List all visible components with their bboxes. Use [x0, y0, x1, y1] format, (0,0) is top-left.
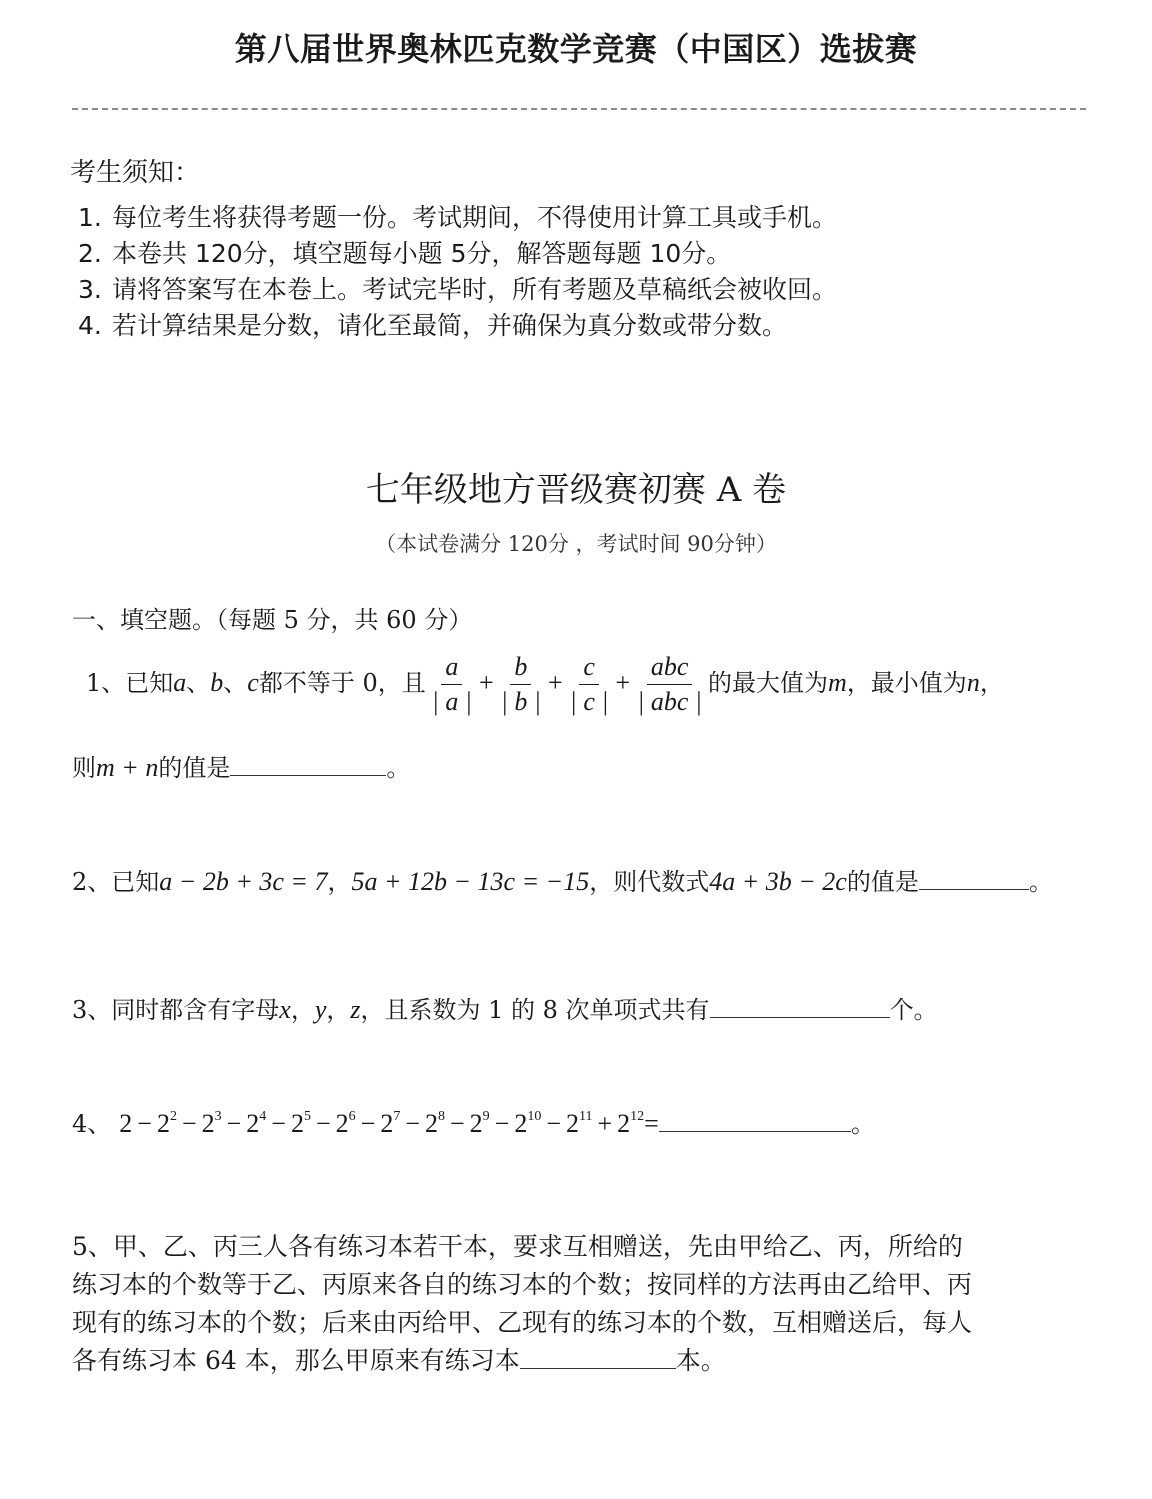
power-base: 2 — [156, 1109, 170, 1138]
period: 。 — [386, 754, 411, 782]
fraction-b — [497, 650, 545, 719]
exponent: 12 — [630, 1109, 645, 1124]
denominator: | abc | — [637, 687, 703, 716]
q1-line2-suffix: 的值是 — [158, 754, 231, 782]
denominator: | a | — [431, 687, 473, 716]
exponent: 9 — [482, 1109, 490, 1124]
q1-prefix: 1、已知 — [86, 669, 174, 697]
exponent: 3 — [214, 1109, 222, 1124]
var-y: y — [314, 995, 327, 1024]
q5-last-prefix: 各有练习本 64 本，那么甲原来有练习本 — [72, 1346, 520, 1375]
q1-line2-prefix: 则 — [72, 754, 96, 782]
q1-end: ， — [979, 669, 1004, 697]
power-base: 2 — [335, 1109, 349, 1138]
exponent: 8 — [437, 1109, 445, 1124]
notice-heading: 考生须知： — [70, 158, 201, 188]
power-base: 2 — [424, 1109, 438, 1138]
q5-line: 5、甲、乙、丙三人各有练习本若干本，要求互相赠送，先由甲给乙、丙，所给的 — [72, 1232, 963, 1261]
operator: − — [137, 1109, 152, 1138]
numerator: b — [510, 650, 531, 685]
var-n: n — [966, 668, 980, 697]
question-1-line-2 — [72, 748, 410, 783]
plus: + — [615, 668, 631, 697]
answer-blank-2[interactable] — [919, 867, 1029, 890]
notice-number: 3. — [78, 275, 102, 304]
dashed-divider — [72, 108, 1086, 110]
var-z: z — [350, 995, 361, 1024]
q5-last-suffix: 本。 — [675, 1346, 726, 1375]
power-base: 2 — [514, 1109, 528, 1138]
power-base: 2 — [469, 1109, 483, 1138]
answer-blank-5[interactable] — [520, 1346, 676, 1369]
power-base: 2 — [290, 1109, 304, 1138]
notice-number: 2. — [78, 239, 102, 268]
operator: + — [597, 1109, 613, 1138]
q1-mid: 的最大值为 — [708, 669, 829, 697]
lead-term: 2 — [119, 1109, 133, 1138]
fraction-a — [428, 650, 476, 719]
q2-prefix: 2、已知 — [72, 868, 160, 896]
notice-number: 1. — [78, 203, 102, 232]
q1-mid2: ，最小值为 — [846, 669, 967, 697]
var-a: a — [173, 668, 187, 697]
q5-last-line — [72, 1342, 1092, 1380]
q5-line: 练习本的个数等于乙、丙原来各自的练习本的个数；按同样的方法再由乙给甲、丙 — [72, 1270, 973, 1299]
plus: + — [548, 668, 563, 697]
period: 。 — [850, 1110, 875, 1138]
plus: + — [479, 668, 494, 697]
question-5 — [72, 1228, 1092, 1380]
equation-2: 5a + 12b − 13c = −15 — [351, 867, 590, 896]
sep: ， — [290, 996, 315, 1024]
numerator: a — [441, 650, 462, 685]
notice-item-1 — [78, 198, 837, 234]
operator: − — [271, 1109, 286, 1138]
notice-text: 本卷共 120分，填空题每小题 5分，解答题每题 10分。 — [112, 239, 732, 268]
denominator: | c | — [569, 687, 609, 716]
paper-note: （本试卷满分 120分 ，考试时间 90分钟） — [375, 532, 777, 556]
operator: − — [449, 1109, 465, 1138]
question-1 — [86, 650, 1004, 719]
operator: − — [360, 1109, 376, 1138]
sep: 、 — [223, 669, 248, 697]
operator: − — [405, 1109, 420, 1138]
operator: − — [494, 1109, 510, 1138]
answer-blank-1[interactable] — [230, 753, 386, 776]
operator: − — [181, 1109, 197, 1138]
var-b: b — [210, 668, 224, 697]
var-c: c — [247, 668, 259, 697]
period: 。 — [1028, 868, 1053, 896]
comma: ， — [327, 868, 352, 896]
fraction-c — [566, 650, 613, 719]
notice-item-2 — [78, 234, 731, 270]
numerator: c — [579, 650, 599, 685]
q3-mid: ，且系数为 1 的 8 次单项式共有 — [360, 996, 710, 1024]
exponent: 7 — [393, 1109, 401, 1124]
power-terms — [132, 1110, 644, 1138]
notice-number: 4. — [78, 311, 102, 340]
sep: ， — [326, 996, 351, 1024]
exam-main-title: 第八届世界奥林匹克数学竞赛（中国区）选拔赛 — [234, 30, 918, 68]
q3-prefix: 3、同时都含有字母 — [72, 996, 280, 1024]
paper-title: 七年级地方晋级赛初赛 A 卷 — [365, 470, 787, 510]
section-heading: 一、填空题。（每题 5 分，共 60 分） — [72, 606, 473, 634]
power-base: 2 — [380, 1109, 394, 1138]
answer-blank-3[interactable] — [710, 995, 890, 1018]
question-4 — [72, 1104, 875, 1139]
q5-line: 现有的练习本的个数；后来由丙给甲、乙现有的练习本的个数，互相赠送后，每人 — [72, 1308, 973, 1337]
q2-mid: ，则代数式 — [589, 868, 710, 896]
exponent: 2 — [169, 1109, 177, 1124]
var-x: x — [279, 995, 291, 1024]
equation-1: a − 2b + 3c = 7 — [159, 867, 328, 896]
m-plus-n: m + n — [96, 753, 159, 782]
exponent: 4 — [259, 1109, 267, 1124]
q3-suffix: 个。 — [889, 996, 938, 1024]
q1-condition: 都不等于 0，且 — [258, 669, 426, 697]
sep: 、 — [186, 669, 211, 697]
numerator: abc — [647, 650, 693, 685]
exponent: 11 — [579, 1109, 593, 1124]
var-m: m — [828, 668, 847, 697]
power-base: 2 — [566, 1109, 579, 1138]
equals-sign: = — [644, 1109, 659, 1138]
exponent: 5 — [303, 1109, 311, 1124]
question-2 — [72, 862, 1053, 897]
operator: − — [226, 1109, 242, 1138]
q4-prefix: 4、 — [72, 1110, 112, 1138]
q2-suffix: 的值是 — [846, 868, 919, 896]
notice-text: 请将答案写在本卷上。考试完毕时，所有考题及草稿纸会被收回。 — [112, 275, 838, 304]
question-3 — [72, 990, 938, 1025]
notice-text: 每位考生将获得考题一份。考试期间，不得使用计算工具或手机。 — [112, 203, 838, 232]
power-base: 2 — [617, 1109, 631, 1138]
exponent: 6 — [348, 1109, 356, 1124]
target-expression: 4a + 3b − 2c — [709, 867, 847, 896]
notice-item-3 — [78, 270, 837, 306]
power-base: 2 — [201, 1109, 215, 1138]
fraction-abc — [633, 650, 706, 719]
power-base: 2 — [246, 1109, 260, 1138]
denominator: | b | — [500, 687, 541, 716]
notice-item-4 — [78, 306, 787, 342]
exponent: 10 — [527, 1109, 542, 1124]
notice-text: 若计算结果是分数，请化至最简，并确保为真分数或带分数。 — [112, 311, 788, 340]
operator: − — [315, 1109, 331, 1138]
answer-blank-4[interactable] — [659, 1109, 851, 1132]
operator: − — [546, 1109, 561, 1138]
